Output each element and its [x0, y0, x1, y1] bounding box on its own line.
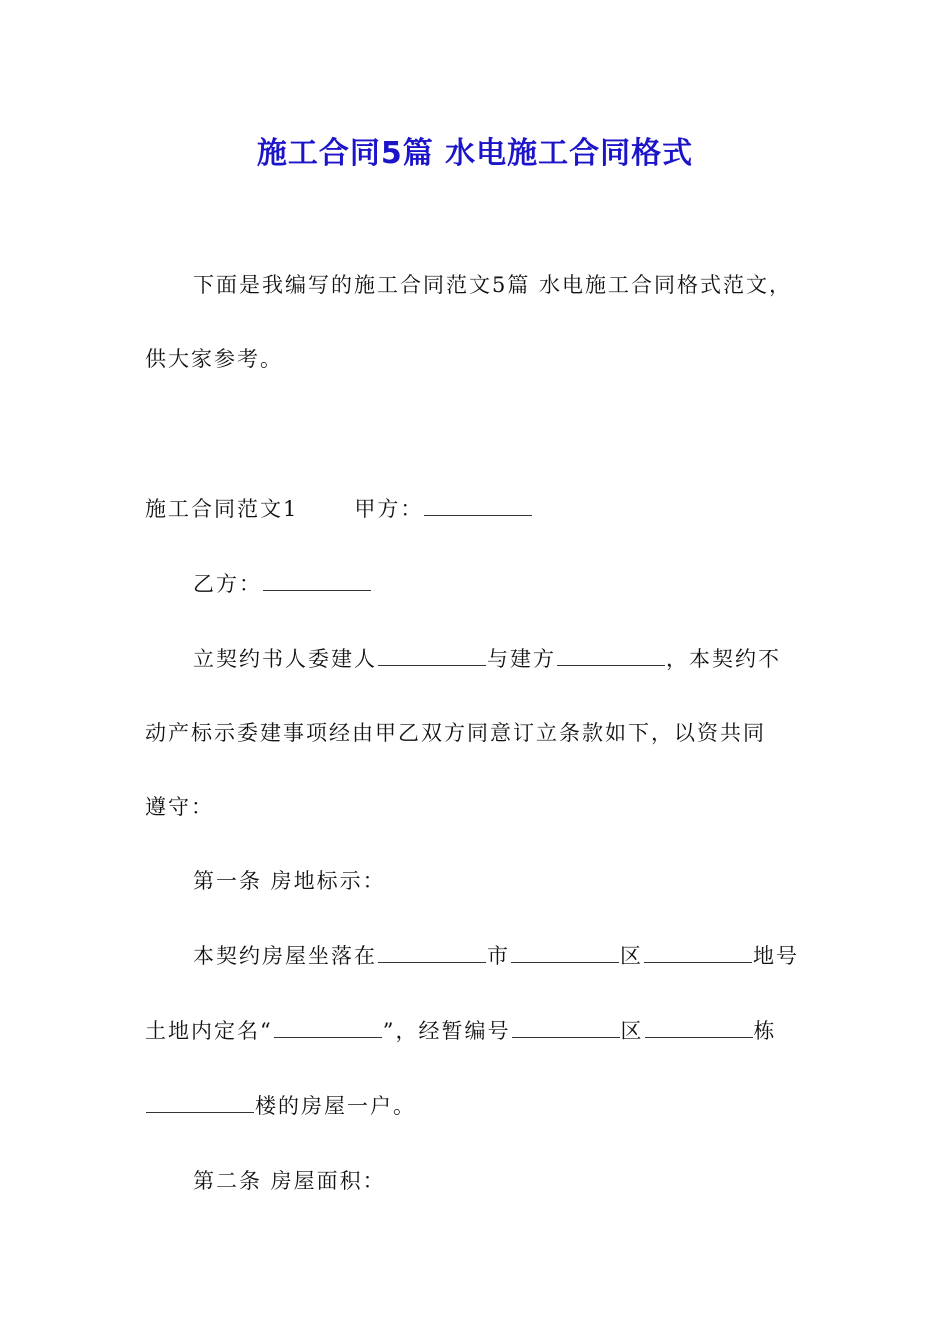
p2-text-c: 区 [620, 944, 643, 968]
city-blank [378, 942, 486, 963]
builder-blank [557, 645, 665, 666]
p3-text-a: 土地内定名“ [145, 1019, 273, 1043]
name-blank [274, 1017, 382, 1038]
p3-text-d: 栋 [753, 1019, 777, 1043]
article-1-heading: 第一条 房地标示： [193, 869, 386, 893]
p1-text-b: 与建方 [487, 647, 556, 671]
building-blank [645, 1017, 753, 1038]
paragraph-2-line-1 [193, 941, 799, 971]
paragraph-1-line-3: 遵守： [145, 795, 214, 819]
district-blank [511, 942, 619, 963]
paragraph-2-line-2 [145, 1016, 777, 1046]
p2-text-d: 地号 [753, 944, 799, 968]
party-a-label: 甲方： [354, 497, 424, 521]
paragraph-1-line-1 [193, 644, 781, 674]
lot-blank [644, 942, 752, 963]
number-blank [512, 1017, 620, 1038]
sample-heading: 施工合同范文1 [145, 497, 299, 521]
paragraph-2-line-3 [145, 1091, 416, 1121]
p2-text-a: 本契约房屋坐落在 [193, 944, 377, 968]
p3-text-b: ”，经暂编号 [382, 1019, 511, 1043]
sample-heading-line [145, 494, 533, 524]
p4-text-a: 楼的房屋一户。 [255, 1094, 416, 1118]
document-title: 施工合同5篇 水电施工合同格式 [256, 136, 694, 171]
paragraph-1-line-2: 动产标示委建事项经由甲乙双方同意订立条款如下，以资共同 [145, 721, 766, 745]
p1-text-c: ，本契约不 [666, 647, 781, 671]
p3-text-c: 区 [620, 1019, 644, 1043]
p1-text-a: 立契约书人委建人 [193, 647, 377, 671]
intro-paragraph-line-2: 供大家参考。 [145, 347, 283, 371]
article-2-heading: 第二条 房屋面积： [193, 1169, 386, 1193]
floor-blank [146, 1092, 254, 1113]
party-b-blank [263, 570, 371, 591]
intro-paragraph-line-1: 下面是我编写的施工合同范文5篇 水电施工合同格式范文， [193, 273, 793, 297]
p2-text-b: 市 [487, 944, 510, 968]
party-a-blank [424, 495, 532, 516]
client-blank [378, 645, 486, 666]
party-b-line [193, 569, 372, 599]
party-b-label: 乙方： [193, 572, 262, 596]
